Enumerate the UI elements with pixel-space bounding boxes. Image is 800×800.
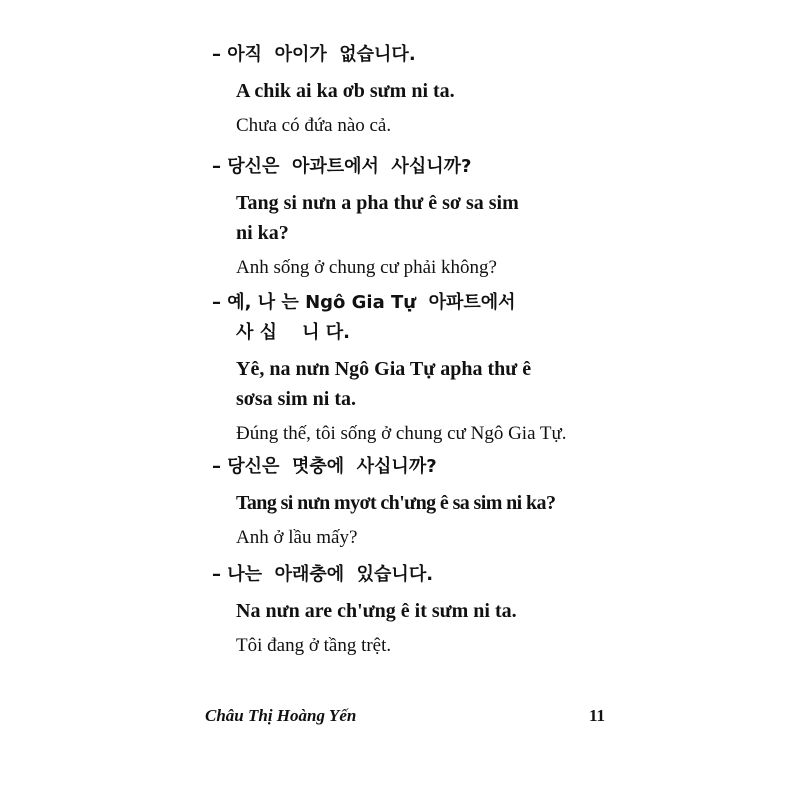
korean-line: – 나는 아래충에 있습니다. <box>212 564 434 585</box>
romanization-line: sơsa sim ni ta. <box>236 388 356 410</box>
dialogue-entry-1 <box>212 40 632 140</box>
page-footer <box>205 706 605 736</box>
korean-line: – 예, 나 는 Ngô Gia Tự 아파트에서 <box>212 292 516 313</box>
romanization-line: A chik ai ka ơb sưm ni ta. <box>236 80 455 102</box>
author-name: Châu Thị Hoàng Yến <box>205 706 357 725</box>
vietnamese-translation: Tôi đang ở tầng trệt. <box>236 635 392 656</box>
dialogue-entry-3 <box>212 288 632 448</box>
vietnamese-translation: Anh ở lầu mấy? <box>236 527 358 548</box>
vietnamese-translation: Đúng thế, tôi sống ở chung cư Ngô Gia Tự. <box>236 423 567 444</box>
romanization-line: Na nưn are ch'ưng ê it sưm ni ta. <box>236 600 517 622</box>
korean-line: 사 십 니 다. <box>236 322 350 343</box>
romanization-line: ni ka? <box>236 222 289 244</box>
dialogue-entry-5 <box>212 560 632 660</box>
romanization-line: Yê, na nưn Ngô Gia Tự apha thư ê <box>236 358 532 380</box>
vietnamese-translation: Anh sống ở chung cư phải không? <box>236 257 497 278</box>
dialogue-entry-2 <box>212 152 632 282</box>
korean-line: – 당신은 몃충에 사십니까? <box>212 456 437 477</box>
romanization-line: Tang si nưn myơt ch'ưng ê sa sim ni ka? <box>236 492 556 514</box>
page-number: 11 <box>588 706 605 725</box>
korean-line: – 아직 아이가 없습니다. <box>212 44 416 65</box>
romanization-line: Tang si nưn a pha thư ê sơ sa sim <box>236 192 519 214</box>
dialogue-entry-4 <box>212 452 632 552</box>
korean-line: – 당신은 아과트에서 사십니까? <box>212 156 472 177</box>
vietnamese-translation: Chưa có đứa nào cả. <box>236 115 392 136</box>
